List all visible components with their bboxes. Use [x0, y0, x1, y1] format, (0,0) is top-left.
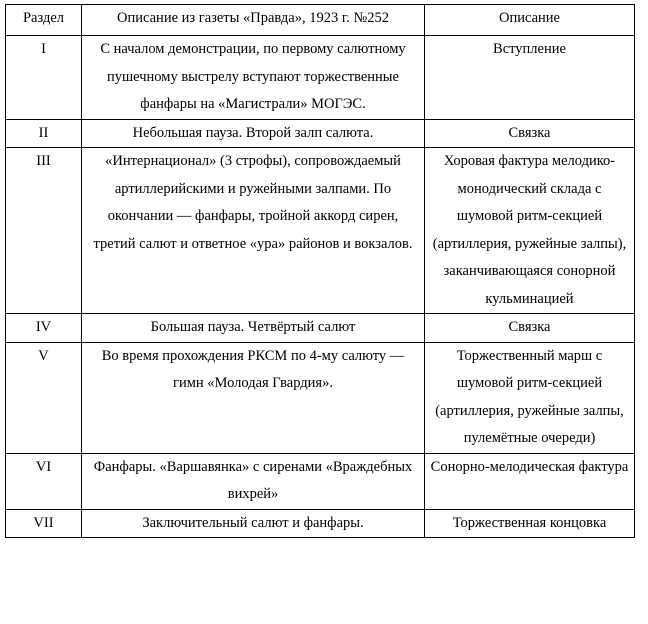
table-row — [6, 148, 635, 314]
header-description: Описание — [425, 5, 635, 36]
sections-table — [5, 4, 635, 538]
section-number: I — [6, 36, 82, 120]
description-text: Торжественный марш с шумовой ритм-секцией (артиллерия, ружейные залпы, пулемётные очереди) — [425, 342, 635, 453]
description-text: Вступление — [425, 36, 635, 120]
newspaper-text: С началом демонстрации, по первому салютному пушечному выстрелу вступают торжественные фанфары на «Магистрали» МОГЭС. — [82, 36, 425, 120]
description-text: Сонорно-мелодическая фактура — [425, 453, 635, 509]
section-number: V — [6, 342, 82, 453]
section-number: VI — [6, 453, 82, 509]
table-row — [6, 453, 635, 509]
section-number: III — [6, 148, 82, 314]
header-section: Раздел — [6, 5, 82, 36]
newspaper-text: Фанфары. «Варшавянка» с сиренами «Враждебных вихрей» — [82, 453, 425, 509]
table-row — [6, 36, 635, 120]
newspaper-text: Заключительный салют и фанфары. — [82, 509, 425, 538]
section-number: VII — [6, 509, 82, 538]
table-header-row — [6, 5, 635, 36]
newspaper-text: Небольшая пауза. Второй залп салюта. — [82, 119, 425, 148]
table-row — [6, 342, 635, 453]
newspaper-text: «Интернационал» (3 строфы), сопровождаемый артиллерийскими и ружейными залпами. По окончании — фанфары, тройной аккорд сирен, третий салют и ответное «ура» районов и вокзалов. — [82, 148, 425, 314]
newspaper-text: Во время прохождения РКСМ по 4-му салюту — гимн «Молодая Гвардия». — [82, 342, 425, 453]
table-row — [6, 119, 635, 148]
description-text: Связка — [425, 119, 635, 148]
description-text: Торжественная концовка — [425, 509, 635, 538]
description-text: Хоровая фактура мелодико-монодический склада с шумовой ритм-секцией (артиллерия, ружейные залпы), заканчивающаяся сонорной кульминацией — [425, 148, 635, 314]
section-number: IV — [6, 314, 82, 343]
header-newspaper-description: Описание из газеты «Правда», 1923 г. №252 — [82, 5, 425, 36]
newspaper-text: Большая пауза. Четвёртый салют — [82, 314, 425, 343]
description-text: Связка — [425, 314, 635, 343]
table-row — [6, 314, 635, 343]
table-row — [6, 509, 635, 538]
section-number: II — [6, 119, 82, 148]
